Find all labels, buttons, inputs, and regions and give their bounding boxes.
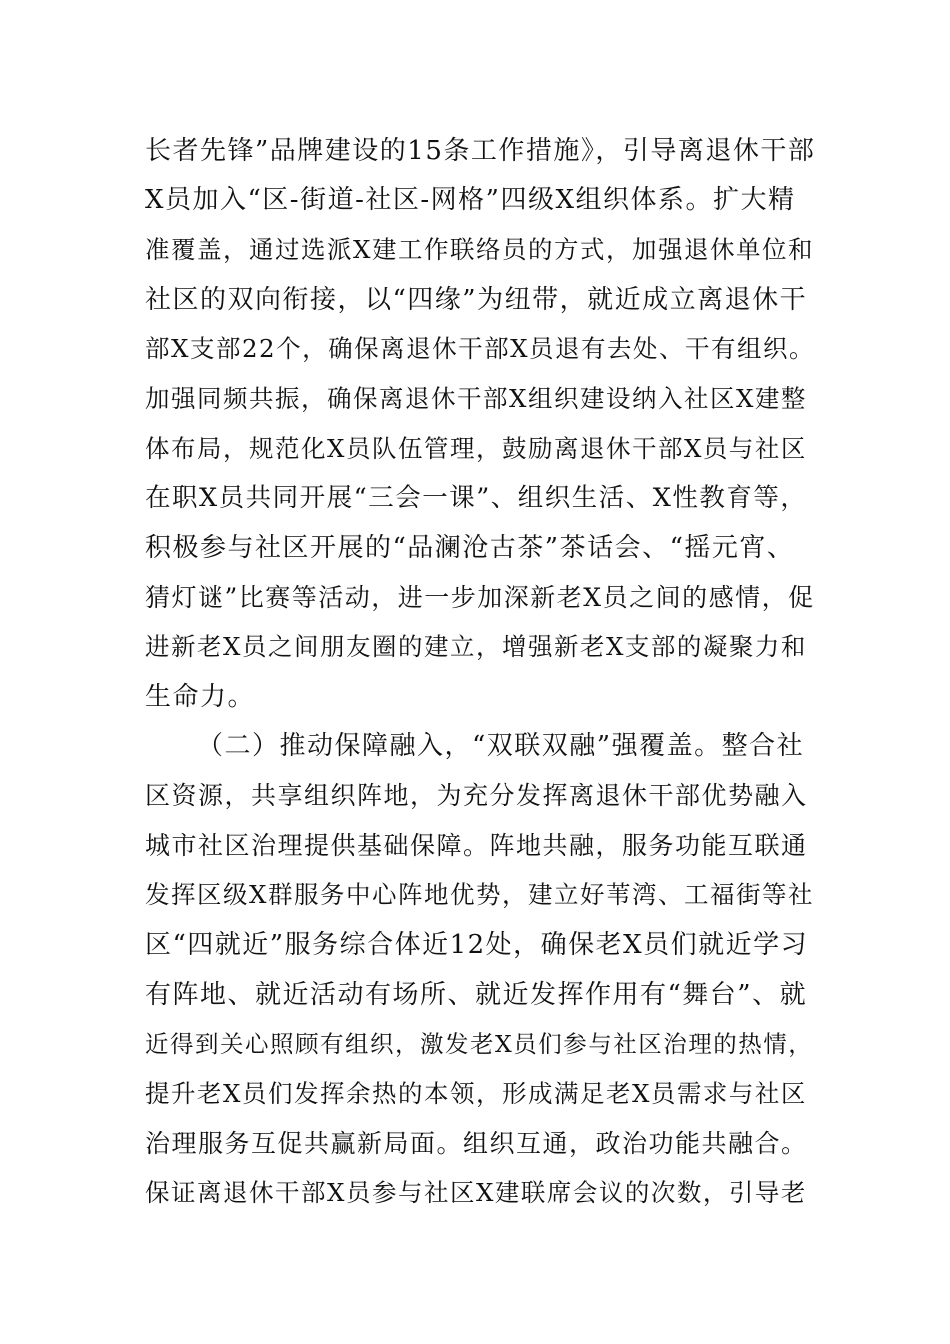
text-line: 社区的双向衔接，以“四缘”为纽带，就近成立离退休干 <box>145 285 808 315</box>
text-line: 猜灯谜”比赛等活动，进一步加深新老X员之间的感情，促 <box>145 583 815 612</box>
text-line: 进新老X员之间朋友圈的建立，增强新老X支部的凝聚力和 <box>145 632 807 661</box>
text-line: 近得到关心照顾有组织，激发老X员们参与社区治理的热情， <box>145 1030 814 1058</box>
text-line: 部X支部22个，确保离退休干部X员退有去处、干有组织。 <box>145 334 816 363</box>
text-line: 有阵地、就近活动有场所、就近发挥作用有“舞台”、就 <box>145 980 808 1010</box>
text-line: 城市社区治理提供基础保障。阵地共融，服务功能互联通 <box>145 831 808 860</box>
text-line: 积极参与社区开展的“品澜沧古茶”茶话会、“摇元宵、 <box>145 533 795 563</box>
text-line: 加强同频共振，确保离退休干部X组织建设纳入社区X建整 <box>145 384 807 413</box>
text-line: 区“四就近”服务综合体近12处，确保老X员们就近学习 <box>145 930 809 960</box>
text-line: 治理服务互促共赢新局面。组织互通，政治功能共融合。 <box>145 1129 808 1158</box>
section-heading-line: （二）推动保障融入，“双联双融”强覆盖。整合社 <box>197 731 805 761</box>
text-line: 生命力。 <box>145 682 256 712</box>
text-line: 体布局，规范化X员队伍管理，鼓励离退休干部X员与社区 <box>145 434 807 463</box>
text-line: 准覆盖，通过选派X建工作联络员的方式，加强退休单位和 <box>145 235 814 264</box>
text-line: 保证离退休干部X员参与社区X建联席会议的次数，引导老 <box>145 1178 807 1207</box>
text-line: 长者先锋”品牌建设的15条工作措施》，引导离退休干部 <box>145 136 816 166</box>
text-line: 提升老X员们发挥余热的本领，形成满足老X员需求与社区 <box>145 1079 807 1108</box>
text-line: 发挥区级X群服务中心阵地优势，建立好苇湾、工福街等社 <box>145 880 814 909</box>
text-line: 在职X员共同开展“三会一课”、组织生活、X性教育等， <box>145 483 808 513</box>
text-line: 区资源，共享组织阵地，为充分发挥离退休干部优势融入 <box>145 781 808 810</box>
text-line: X员加入“区-街道-社区-网格”四级X组织体系。扩大精 <box>145 185 796 215</box>
